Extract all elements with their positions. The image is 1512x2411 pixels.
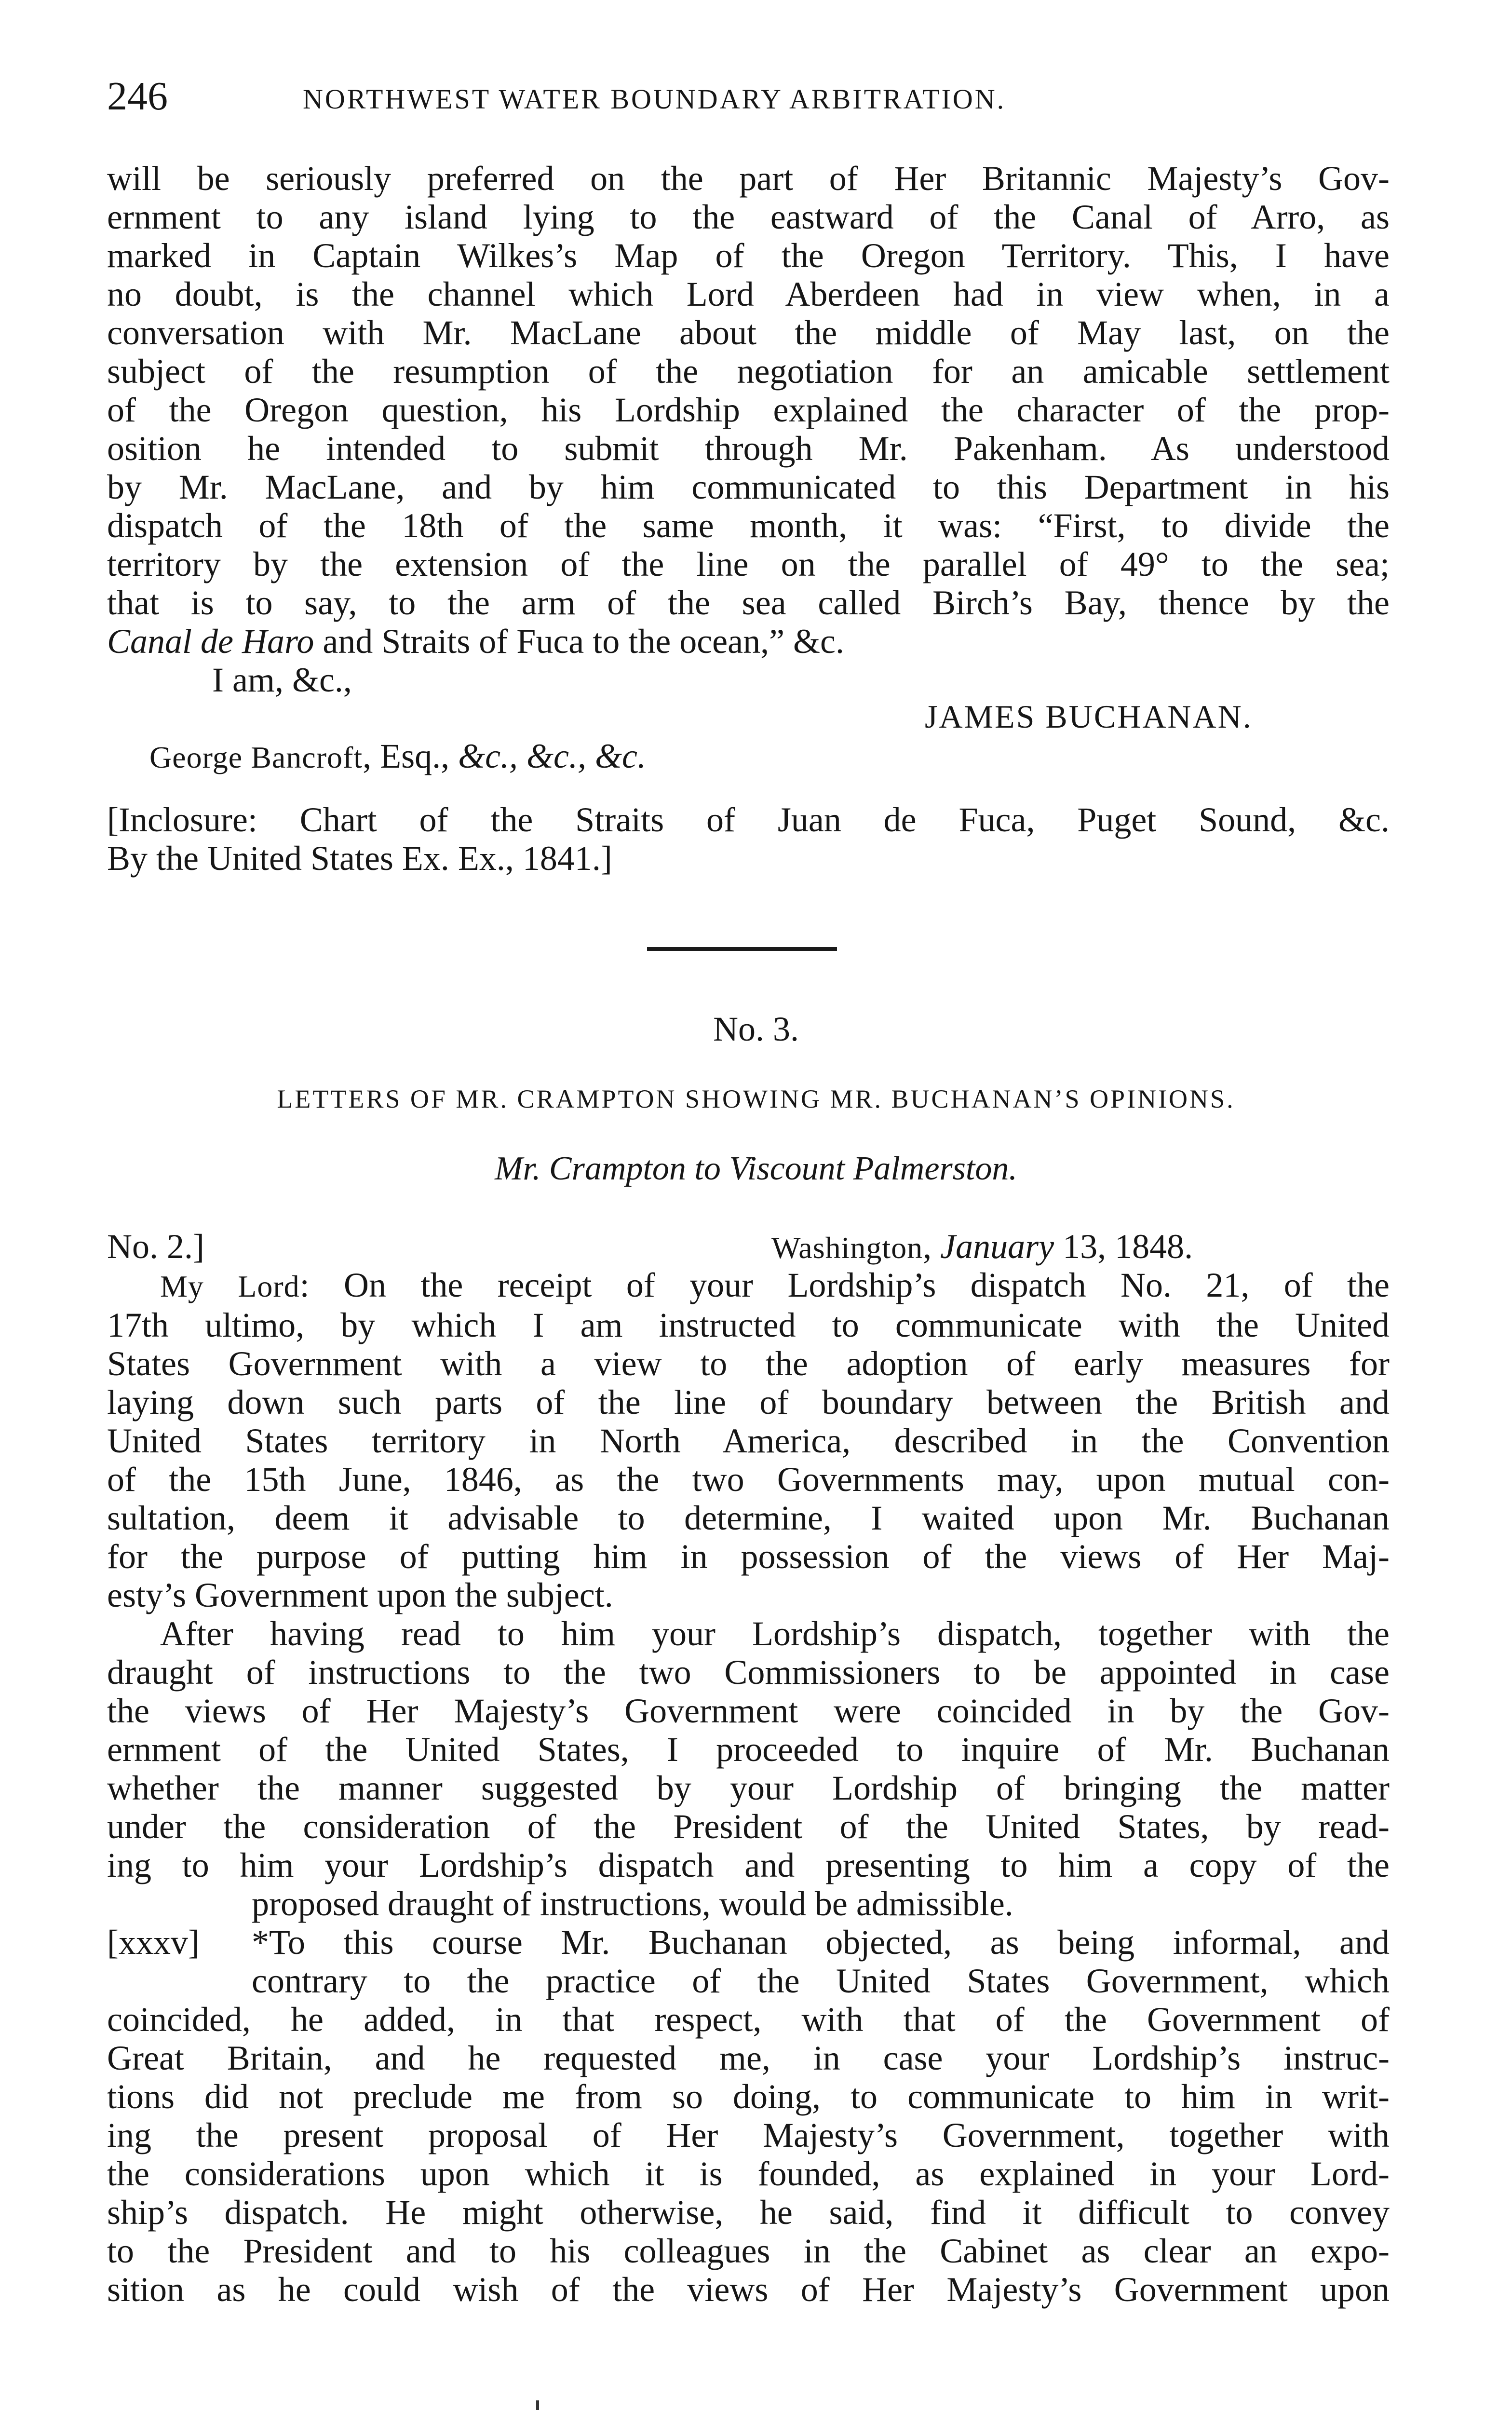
text-line: under the consideration of the President of the United States, by read- (107, 1807, 1390, 1846)
section-divider (647, 947, 837, 951)
text-line: dispatch of the 18th of the same month, it was: “First, to divide the (107, 506, 1390, 545)
text-line: After having read to him your Lordship’s dispatch, together with the (160, 1614, 1390, 1653)
italic-place-name: Canal de Haro (107, 622, 314, 661)
enclosure-note (107, 800, 1390, 878)
complimentary-close: I am, &c., (212, 661, 352, 699)
text-fragment: *To this course Mr. Buchanan objected, as being informal, and (252, 1923, 1390, 1962)
text-line: draught of instructions to the two Commissioners to be appointed in case (107, 1653, 1390, 1692)
dateline-place: Washington (771, 1231, 923, 1265)
text-line: proposed draught of instructions, would be admissible. (252, 1884, 1013, 1923)
text-line: no doubt, is the channel which Lord Aberdeen had in view when, in a (107, 275, 1390, 313)
text-line: ing the present proposal of Her Majesty’s Government, together with (107, 2116, 1390, 2154)
document-number: No. 3. (713, 1010, 799, 1048)
text-line: tions did not preclude me from so doing, to communicate to him in writ- (107, 2077, 1390, 2116)
addressee-name: George Bancroft (149, 740, 363, 774)
dateline-rest: 13, 1848. (1054, 1227, 1193, 1266)
running-title: NORTHWEST WATER BOUNDARY ARBITRATION. (303, 83, 1006, 115)
text-line: osition he intended to submit through Mr. Pakenham. As understood (107, 429, 1390, 468)
text-line: sition as he could wish of the views of Her Majesty’s Government upon (107, 2270, 1390, 2309)
text-line: coincided, he added, in that respect, with that of the Government of (107, 2000, 1390, 2039)
text-line: contrary to the practice of the United States Government, which (252, 1962, 1390, 2000)
addressee (149, 737, 646, 777)
text-line: of the Oregon question, his Lordship explained the character of the prop- (107, 391, 1390, 429)
text-line: By the United States Ex. Ex., 1841.] (107, 839, 612, 878)
text-fragment: : On the receipt of your Lordship’s dispatch No. 21, of the (299, 1266, 1390, 1304)
text-line: ernment of the United States, I proceeded to inquire of Mr. Buchanan (107, 1730, 1390, 1769)
dateline: Washington, January 13, 1848. (771, 1227, 1193, 1266)
text-line: Great Britain, and he requested me, in case your Lordship’s instruc- (107, 2039, 1390, 2077)
text-line: of the 15th June, 1846, as the two Governments may, upon mutual con- (107, 1460, 1390, 1499)
text-line: territory by the extension of the line on the parallel of 49° to the sea; (107, 545, 1390, 583)
text-line: to the President and to his colleagues in the Cabinet as clear an expo- (107, 2232, 1390, 2270)
text-line: ship’s dispatch. He might otherwise, he said, find it difficult to convey (107, 2193, 1390, 2232)
addressee-etc: &c., &c., &c. (458, 737, 646, 775)
dateline-month: January (940, 1227, 1054, 1266)
text-line: for the purpose of putting him in possession of the views of Her Maj- (107, 1537, 1390, 1576)
salutation: My Lord (160, 1269, 300, 1303)
section-title: LETTERS OF MR. CRAMPTON SHOWING MR. BUCHANAN’S OPINIONS. (277, 1084, 1235, 1113)
text-line (107, 1923, 1390, 1962)
text-line: sultation, deem it advisable to determine, I waited upon Mr. Buchanan (107, 1499, 1390, 1537)
text-line: that is to say, to the arm of the sea called Birch’s Bay, thence by the (107, 583, 1390, 622)
text-line: subject of the resumption of the negotiation for an amicable settlement (107, 352, 1390, 391)
text-line: by Mr. MacLane, and by him communicated to this Department in his (107, 468, 1390, 506)
text-line: conversation with Mr. MacLane about the middle of May last, on the (107, 313, 1390, 352)
text-line: [Inclosure: Chart of the Straits of Juan de Fuca, Puget Sound, &c. (107, 800, 1390, 839)
text-line: States Government with a view to the adoption of early measures for (107, 1344, 1390, 1383)
letter-reference: No. 2.] (107, 1227, 204, 1266)
text-line-last (107, 622, 1390, 661)
margin-page-reference: [xxxv] (107, 1923, 200, 1962)
signature: JAMES BUCHANAN. (925, 698, 1253, 735)
text-line: United States territory in North America, described in the Convention (107, 1422, 1390, 1460)
page-number: 246 (107, 74, 168, 119)
text-line (107, 1266, 1390, 1306)
signature-mark (536, 2400, 539, 2410)
text-line: the views of Her Majesty’s Government were coincided in by the Gov- (107, 1692, 1390, 1730)
letter-title: Mr. Crampton to Viscount Palmerston. (495, 1150, 1017, 1187)
text-line: will be seriously preferred on the part of Her Britannic Majesty’s Gov- (107, 159, 1390, 198)
text-line: ing to him your Lordship’s dispatch and presenting to him a copy of the (107, 1846, 1390, 1884)
text-line: ernment to any island lying to the eastward of the Canal of Arro, as (107, 198, 1390, 236)
text-line: the considerations upon which it is founded, as explained in your Lord- (107, 2154, 1390, 2193)
letter-body (107, 1266, 1390, 2309)
addressee-title: , Esq., (363, 737, 459, 775)
text-line: 17th ultimo, by which I am instructed to communicate with the United (107, 1306, 1390, 1344)
text-line: laying down such parts of the line of boundary between the British and (107, 1383, 1390, 1422)
text-line: whether the manner suggested by your Lordship of bringing the matter (107, 1769, 1390, 1807)
text-fragment: and Straits of Fuca to the ocean,” &c. (314, 622, 844, 661)
text-line: marked in Captain Wilkes’s Map of the Oregon Territory. This, I have (107, 236, 1390, 275)
opening-paragraph (107, 159, 1390, 661)
text-line: esty’s Government upon the subject. (107, 1576, 613, 1614)
